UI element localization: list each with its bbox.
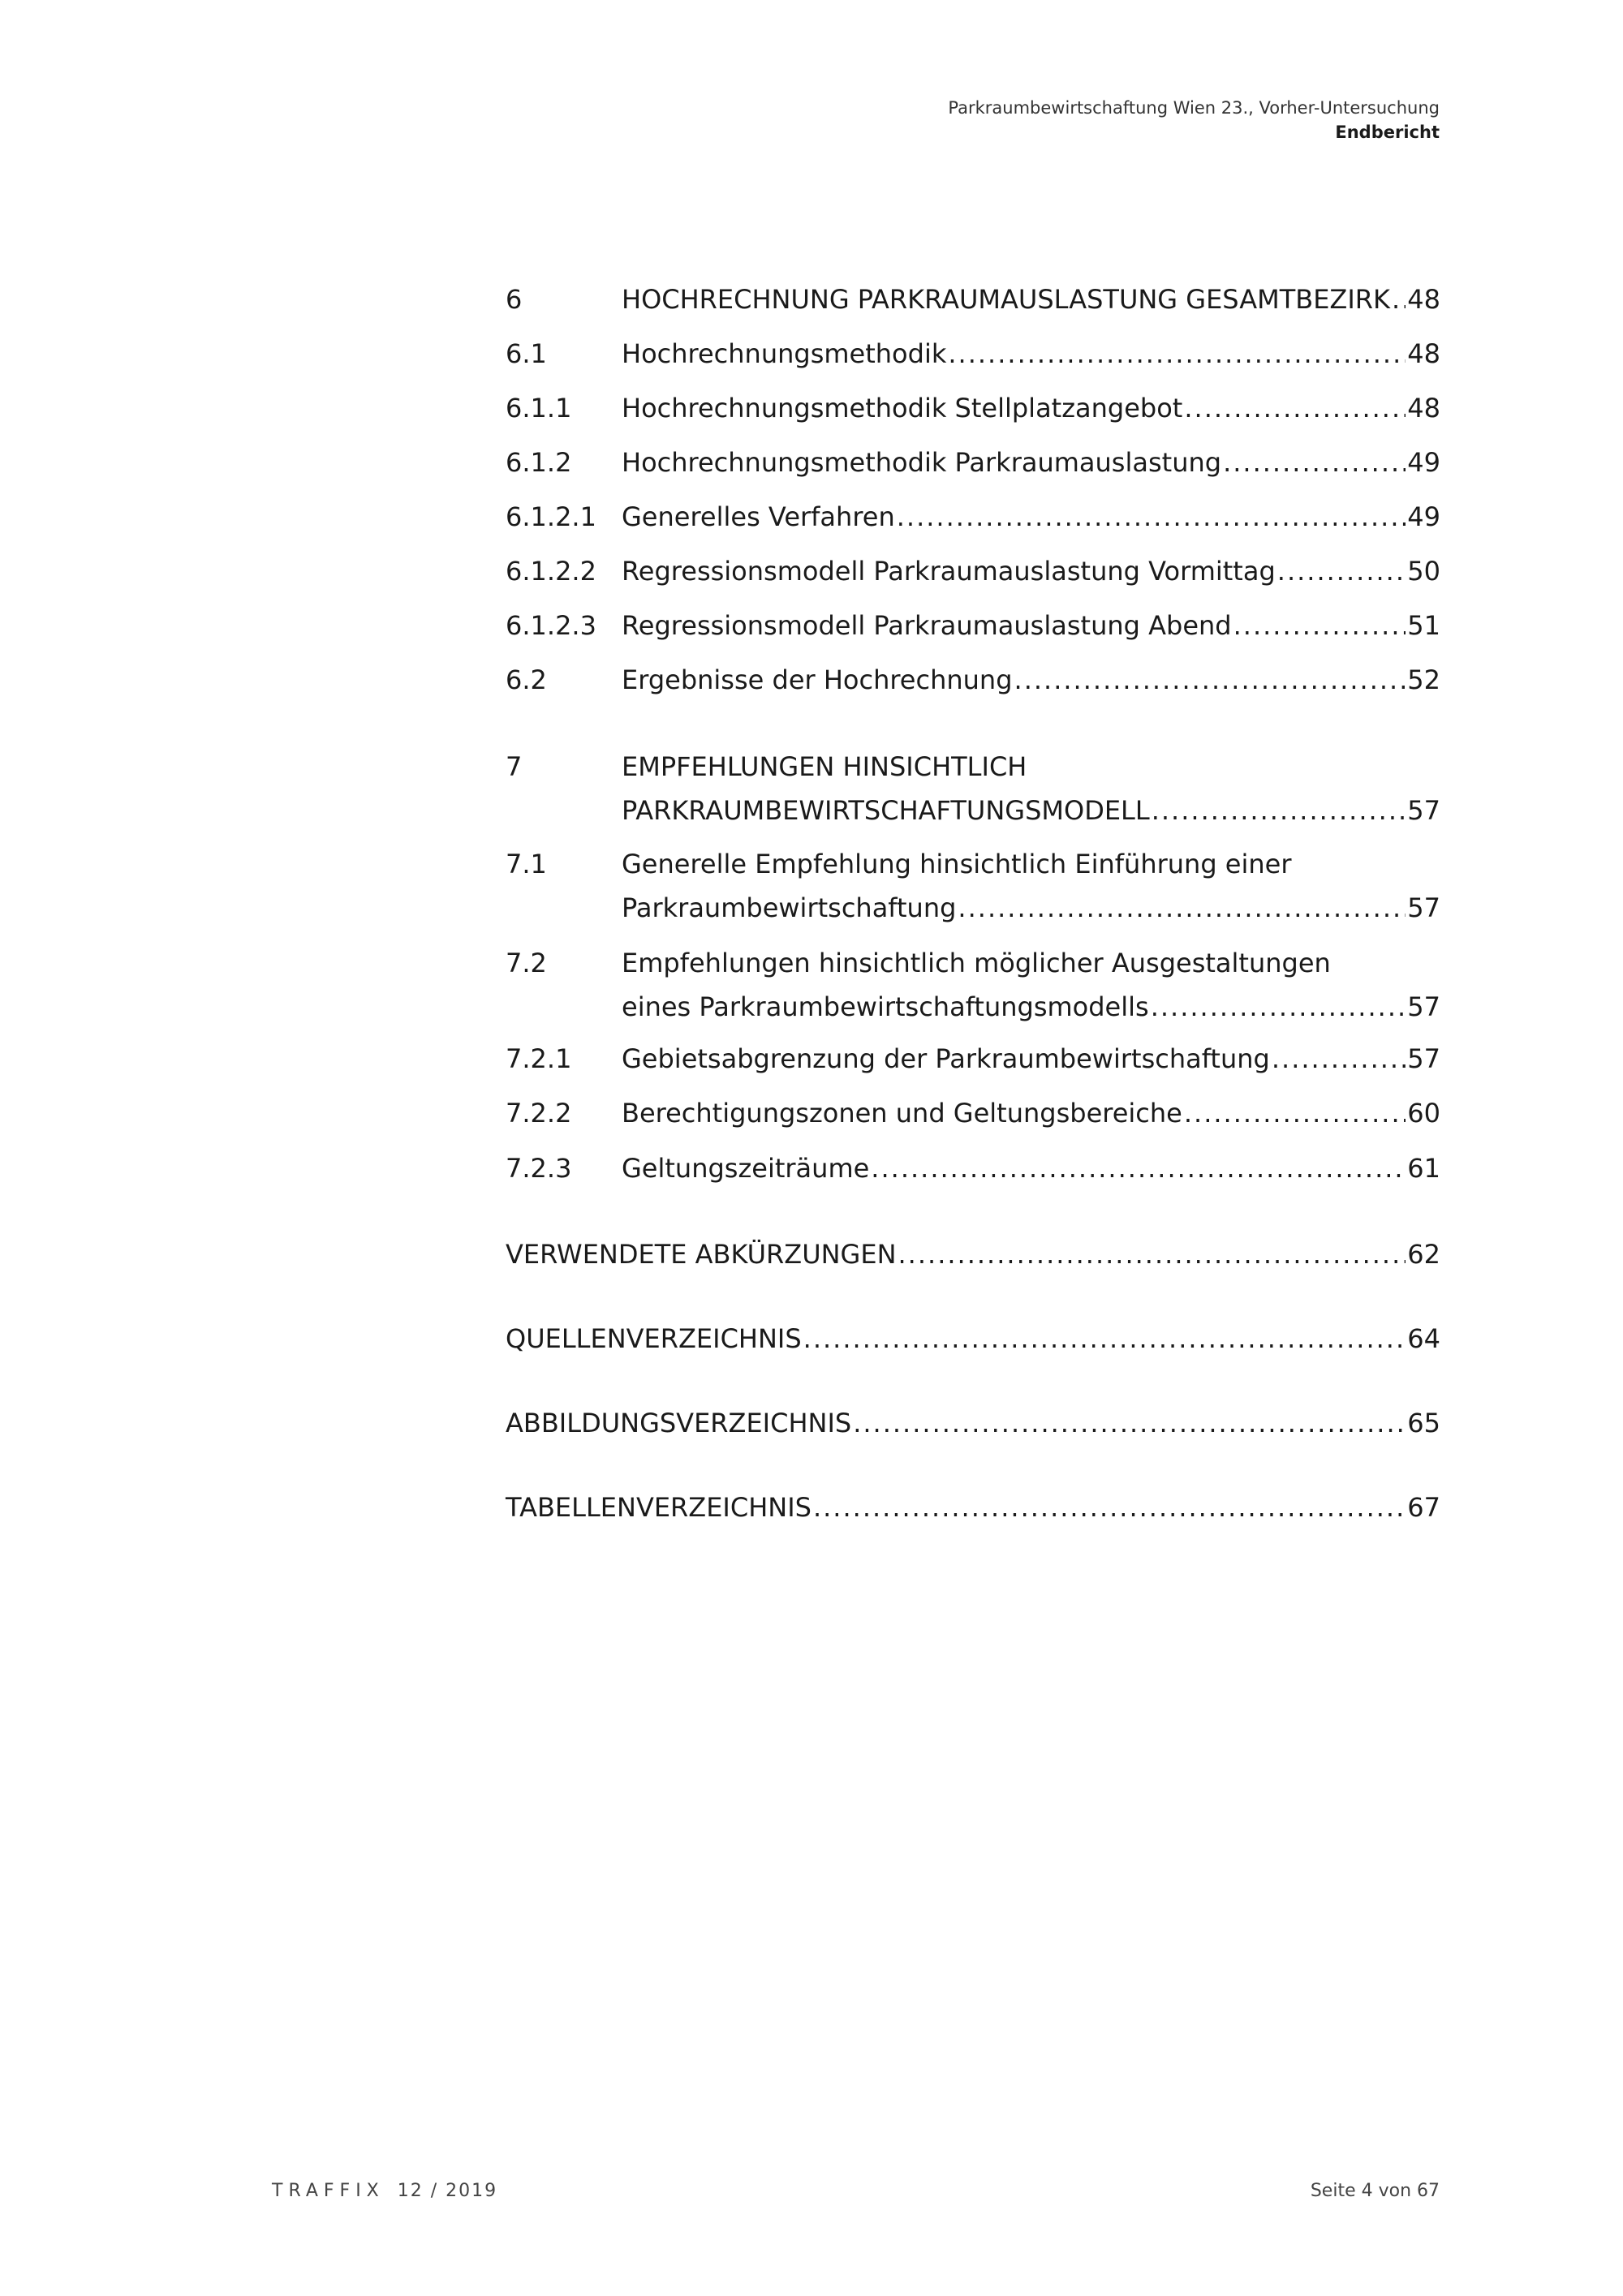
toc-entry-title: HOCHRECHNUNG PARKRAUMAUSLASTUNG GESAMTBEZIRK [622, 284, 1390, 315]
page-header [948, 96, 1440, 144]
toc-entry-title: PARKRAUMBEWIRTSCHAFTUNGSMODELL [622, 795, 1150, 826]
toc-entry-title: Parkraumbewirtschaftung [622, 892, 957, 923]
toc-entry-page: 57 [1407, 795, 1440, 826]
toc-entry-number: 7.2.1 [506, 1043, 572, 1074]
dot-leader [871, 1146, 1406, 1190]
toc-entry-page: 65 [1407, 1408, 1440, 1438]
toc-entry-title: eines Parkraumbewirtschaftungsmodells [622, 991, 1149, 1022]
toc-entry-number: 6.1.1 [506, 393, 572, 424]
toc-entry-number: 6.2 [506, 664, 547, 695]
toc-entry-number: 7.2 [506, 948, 547, 978]
toc-entry-title: ABBILDUNGSVERZEICHNIS [506, 1408, 852, 1438]
toc-entry-title: Gebietsabgrenzung der Parkraumbewirtschaftung [622, 1043, 1270, 1074]
toc-entry-number: 6 [506, 284, 523, 315]
footer-date: 12 / 2019 [397, 2181, 498, 2201]
toc-entry-page: 57 [1407, 991, 1440, 1022]
toc-entry-page: 64 [1407, 1323, 1440, 1354]
dot-leader [1152, 789, 1406, 832]
toc-entry-page: 48 [1407, 338, 1440, 369]
dot-leader [813, 1486, 1406, 1529]
toc-entry-number: 6.1.2 [506, 447, 572, 478]
toc-entry-number: 7.2.2 [506, 1098, 572, 1129]
toc-entry-number: 6.1.2.1 [506, 501, 596, 532]
toc-entry-title-line: Empfehlungen hinsichtlich möglicher Ausgestaltungen [622, 948, 1331, 978]
toc-entry-title: Regressionsmodell Parkraumauslastung Vormittag [622, 556, 1276, 587]
toc-entry-number: 7 [506, 751, 523, 782]
toc-entry-page: 50 [1407, 556, 1440, 587]
toc-entry-title: Regressionsmodell Parkraumauslastung Abend [622, 610, 1232, 641]
toc-entry-page: 49 [1407, 501, 1440, 532]
toc-entry-page: 61 [1407, 1153, 1440, 1184]
dot-leader [1184, 386, 1406, 430]
toc-entry-number: 7.2.3 [506, 1153, 572, 1184]
toc-entry-page: 48 [1407, 284, 1440, 315]
dot-leader [898, 1232, 1406, 1276]
toc-entry-title: Hochrechnungsmethodik Parkraumauslastung [622, 447, 1222, 478]
dot-leader [853, 1401, 1406, 1445]
toc-entry-title: Generelles Verfahren [622, 501, 895, 532]
toc-entry-page: 49 [1407, 447, 1440, 478]
dot-leader [1277, 549, 1406, 593]
dot-leader [958, 886, 1406, 930]
dot-leader [897, 495, 1406, 539]
toc-entry-number: 6.1.2.2 [506, 556, 596, 587]
dot-leader [1014, 658, 1406, 702]
toc-entry-page: 67 [1407, 1492, 1440, 1523]
footer-brand: TRAFFIX [272, 2181, 385, 2201]
toc-entry-number: 7.1 [506, 849, 547, 879]
toc-entry-page: 62 [1407, 1239, 1440, 1270]
dot-leader [1184, 1091, 1406, 1135]
dot-leader [1223, 441, 1406, 484]
dot-leader [1151, 985, 1406, 1029]
toc-entry-title: Geltungszeiträume [622, 1153, 870, 1184]
footer-left [272, 2181, 497, 2201]
toc-entry-title: TABELLENVERZEICHNIS [506, 1492, 812, 1523]
toc-entry-page: 57 [1407, 892, 1440, 923]
dot-leader [1272, 1037, 1406, 1081]
toc-entry-title-line: EMPFEHLUNGEN HINSICHTLICH [622, 751, 1027, 782]
dot-leader [1233, 604, 1406, 647]
toc-entry-title: Hochrechnungsmethodik Stellplatzangebot [622, 393, 1183, 424]
toc-entry-page: 51 [1407, 610, 1440, 641]
toc-entry-page: 48 [1407, 393, 1440, 424]
dot-leader [1392, 277, 1406, 321]
toc-entry-title: QUELLENVERZEICHNIS [506, 1323, 802, 1354]
toc-entry-number: 6.1.2.3 [506, 610, 596, 641]
toc-entry-page: 57 [1407, 1043, 1440, 1074]
toc-entry-title: Berechtigungszonen und Geltungsbereiche [622, 1098, 1182, 1129]
document-title: Parkraumbewirtschaftung Wien 23., Vorher-Untersuchung [948, 98, 1440, 118]
document-subtitle: Endbericht [1335, 123, 1440, 142]
dot-leader [948, 332, 1406, 376]
toc-entry-title-line: Generelle Empfehlung hinsichtlich Einführung einer [622, 849, 1292, 879]
dot-leader [803, 1317, 1406, 1361]
toc-entry-title: VERWENDETE ABKÜRZUNGEN [506, 1239, 897, 1270]
toc-entry-title: Hochrechnungsmethodik [622, 338, 947, 369]
footer-page-number: Seite 4 von 67 [1310, 2181, 1440, 2201]
toc-entry-page: 52 [1407, 664, 1440, 695]
toc-entry-title: Ergebnisse der Hochrechnung [622, 664, 1013, 695]
toc-entry-page: 60 [1407, 1098, 1440, 1129]
toc-entry-number: 6.1 [506, 338, 547, 369]
